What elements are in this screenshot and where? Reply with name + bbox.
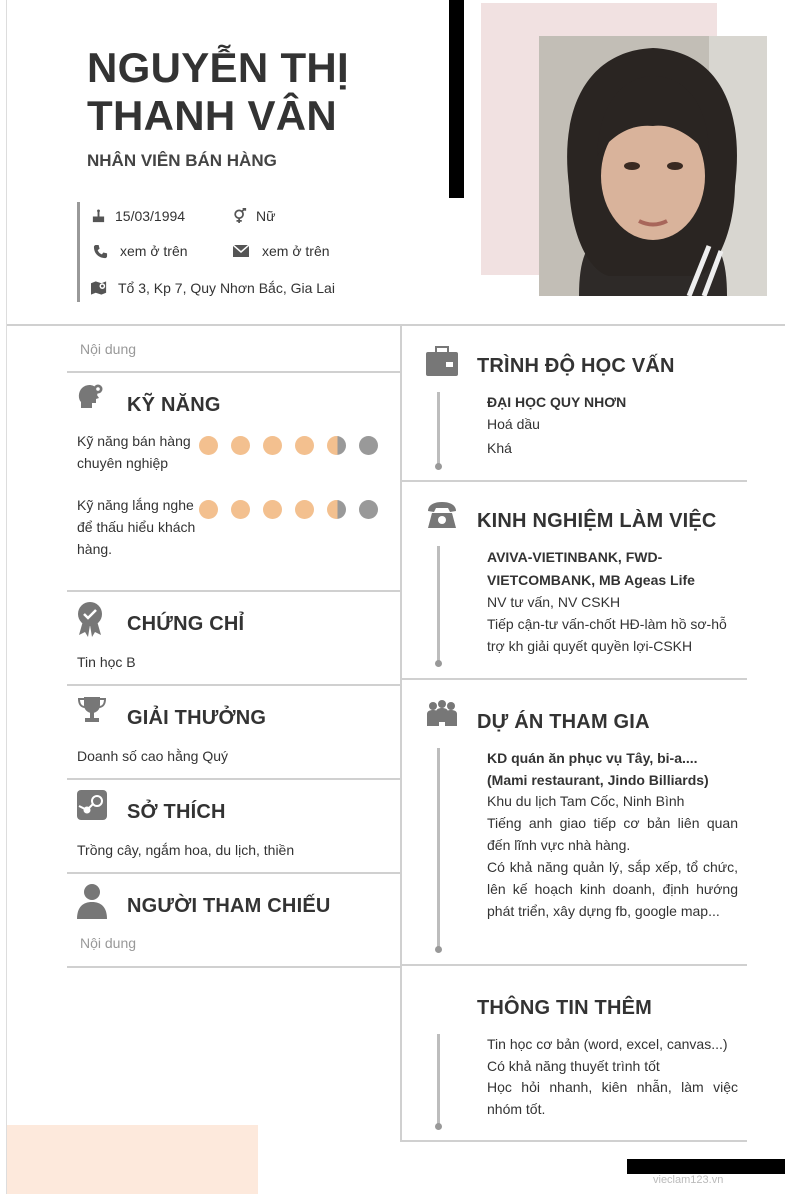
left-divider-3 — [67, 684, 400, 686]
skills-title: KỸ NĂNG — [127, 394, 221, 416]
extra-line-2: Có khả năng thuyết trình tốt — [487, 1058, 660, 1074]
skill-label-1: Kỹ năng bán hàng chuyên nghiệp — [77, 433, 191, 471]
rating-dot — [231, 500, 250, 519]
gender-value: Nữ — [256, 208, 276, 224]
projects-timeline — [437, 748, 440, 950]
watermark: vieclam123.vn — [653, 1174, 724, 1186]
rating-dot-empty — [359, 436, 378, 455]
awards-text: Doanh số cao hằng Quý — [77, 748, 228, 764]
education-timeline — [437, 392, 440, 466]
left-divider-4 — [67, 778, 400, 780]
left-divider-6 — [67, 966, 400, 968]
steam-hobby-icon — [77, 790, 107, 820]
experience-description: Tiếp cận-tư vấn-chốt HĐ-làm hồ sơ-hỗ trợ kh giải quyết quyền lợi-CSKH — [487, 616, 727, 654]
candidate-name: NGUYỄN THỊ THANH VÂN — [87, 44, 350, 139]
column-divider — [400, 326, 402, 1142]
rating-dot-half — [327, 500, 346, 519]
person-icon — [77, 883, 107, 919]
project-desc-1: Tiếng anh giao tiếp cơ bản liên quan đến lĩnh vực nhà hàng. — [487, 815, 738, 853]
rating-dot — [295, 500, 314, 519]
education-school: ĐẠI HỌC QUY NHƠN — [487, 394, 627, 410]
education-timeline-dot — [435, 463, 442, 470]
telephone-desk-icon — [426, 501, 458, 529]
mail-icon — [233, 245, 249, 257]
certificate-badge-icon — [77, 601, 103, 637]
awards-title: GIẢI THƯỞNG — [127, 707, 267, 729]
experience-title: KINH NGHIỆM LÀM VIỆC — [477, 510, 717, 532]
footer-peach-block — [7, 1125, 258, 1194]
experience-timeline-dot — [435, 660, 442, 667]
experience-company-1: AVIVA-VIETINBANK, FWD- — [487, 549, 663, 565]
skill-rating-2 — [199, 500, 378, 519]
cake-icon — [91, 209, 106, 224]
left-divider-2 — [67, 590, 400, 592]
phone-icon — [93, 244, 108, 259]
education-major: Hoá dầu — [487, 416, 540, 432]
left-top-placeholder: Nội dung — [80, 341, 137, 357]
hobbies-text: Trồng cây, ngắm hoa, du lịch, thiền — [77, 842, 295, 858]
extra-timeline — [437, 1034, 440, 1126]
map-pin-icon — [91, 280, 108, 296]
project-name: KD quán ăn phục vụ Tây, bi-a.... (Mami restaurant, Jindo Billiards) — [487, 750, 709, 788]
extra-line-3: Học hỏi nhanh, kiên nhẫn, làm việc nhóm tốt. — [487, 1079, 738, 1117]
rating-dot — [263, 436, 282, 455]
references-title: NGƯỜI THAM CHIẾU — [127, 895, 331, 917]
rating-dot-empty — [359, 500, 378, 519]
extra-title: THÔNG TIN THÊM — [477, 997, 653, 1019]
gender-icon — [233, 208, 247, 224]
briefcase-icon — [426, 346, 458, 376]
cv-page — [6, 0, 785, 1194]
birthday-value: 15/03/1994 — [115, 208, 186, 224]
education-grade: Khá — [487, 440, 512, 456]
certificates-title: CHỨNG CHỈ — [127, 613, 245, 635]
education-title: TRÌNH ĐỘ HỌC VẤN — [477, 355, 675, 377]
left-divider-1 — [67, 371, 400, 373]
rating-dot — [199, 500, 218, 519]
projects-title: DỰ ÁN THAM GIA — [477, 711, 650, 733]
right-divider-1 — [402, 480, 747, 482]
phone-value: xem ở trên — [120, 243, 188, 259]
address-row — [91, 280, 335, 296]
rating-dot-half — [327, 436, 346, 455]
references-placeholder: Nội dung — [80, 935, 137, 951]
projects-timeline-dot — [435, 946, 442, 953]
footer-black-strip — [627, 1159, 785, 1174]
experience-position: NV tư vấn, NV CSKH — [487, 594, 621, 610]
hobbies-title: SỞ THÍCH — [127, 801, 226, 823]
profile-photo — [539, 36, 767, 296]
left-divider-5 — [67, 872, 400, 874]
certificates-text: Tin học B — [77, 654, 136, 670]
right-divider-2 — [402, 678, 747, 680]
team-icon — [426, 700, 458, 728]
project-desc-2: Có khả năng quản lý, sắp xếp, tổ chức, lên kế hoạch kinh doanh, định hướng phát triển, xây dựng fb, google map... — [487, 859, 738, 919]
header-black-bar — [449, 0, 464, 198]
extra-line-1: Tin học cơ bản (word, excel, canvas...) — [487, 1036, 728, 1052]
skill-label-2: Kỹ năng lắng nghe để thấu hiểu khách hàng. — [77, 497, 196, 557]
gender-row — [233, 208, 275, 224]
right-divider-3 — [402, 964, 747, 966]
birthday-row — [91, 208, 185, 224]
rating-dot — [263, 500, 282, 519]
project-location: Khu du lịch Tam Cốc, Ninh Bình — [487, 793, 685, 809]
skill-rating-1 — [199, 436, 378, 455]
right-divider-4 — [402, 1140, 747, 1142]
phone-row — [93, 243, 188, 259]
contact-divider — [77, 202, 80, 302]
rating-dot — [231, 436, 250, 455]
experience-timeline — [437, 546, 440, 664]
extra-timeline-dot — [435, 1123, 442, 1130]
email-value: xem ở trên — [262, 243, 330, 259]
address-value: Tổ 3, Kp 7, Quy Nhơn Bắc, Gia Lai — [118, 280, 335, 296]
header-divider — [7, 324, 785, 326]
trophy-icon — [77, 696, 107, 724]
candidate-role: NHÂN VIÊN BÁN HÀNG — [87, 151, 277, 170]
rating-dot — [199, 436, 218, 455]
experience-company-2: VIETCOMBANK, MB Ageas Life — [487, 572, 695, 588]
head-gear-icon — [77, 382, 107, 412]
email-row — [233, 243, 330, 259]
rating-dot — [295, 436, 314, 455]
